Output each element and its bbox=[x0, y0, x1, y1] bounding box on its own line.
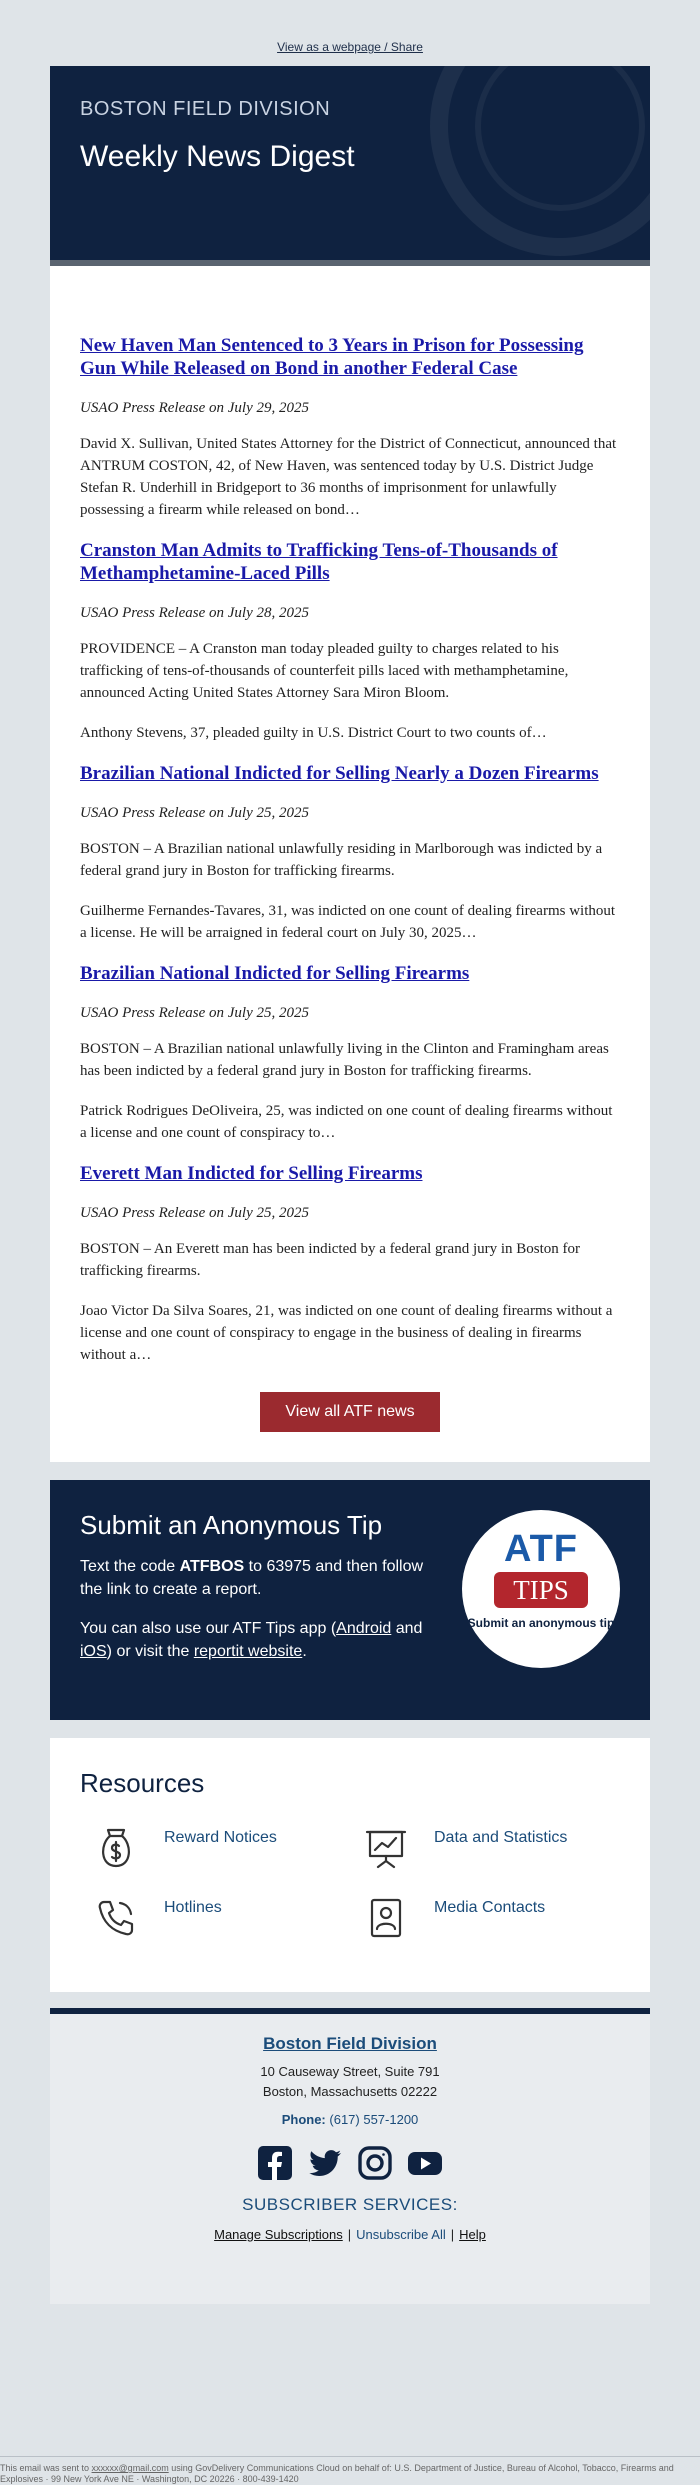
news-article bbox=[80, 962, 620, 1144]
header-kicker: BOSTON FIELD DIVISION bbox=[80, 98, 331, 120]
section-spacer bbox=[50, 1462, 650, 1480]
article-source: USAO Press Release on July 25, 2025 bbox=[80, 805, 309, 821]
news-article bbox=[80, 1162, 620, 1366]
media-contacts-link[interactable]: Media Contacts bbox=[434, 1899, 546, 1916]
header-title: Weekly News Digest bbox=[80, 140, 355, 173]
help-link[interactable]: Help bbox=[459, 2227, 486, 2242]
header-banner bbox=[50, 66, 650, 266]
header-bottom-bar bbox=[50, 260, 650, 266]
instagram-icon[interactable] bbox=[357, 2145, 393, 2181]
social-links bbox=[80, 2145, 620, 2181]
badge-submit-text: Submit an anonymous tip bbox=[467, 1616, 615, 1630]
tip-app-prefix: You can also use our ATF Tips app ( bbox=[80, 1620, 337, 1637]
tip-code: ATFBOS bbox=[179, 1558, 245, 1575]
news-article bbox=[80, 762, 620, 944]
resource-data-statistics bbox=[350, 1825, 620, 1871]
android-app-link[interactable]: Android bbox=[336, 1620, 392, 1637]
presentation-chart-icon bbox=[360, 1825, 412, 1871]
article-paragraph: Patrick Rodrigues DeOliveira, 25, was indicted on one count of dealing firearms without a license and one count of conspiracy to… bbox=[80, 1103, 613, 1141]
footer-section bbox=[50, 2008, 650, 2304]
subscriber-services-heading: SUBSCRIBER SERVICES: bbox=[242, 2195, 458, 2214]
article-paragraph: BOSTON – A Brazilian national unlawfully residing in Marlborough was indicted by a federal grand jury in Boston for trafficking firearms. bbox=[80, 841, 603, 879]
article-paragraph: BOSTON – A Brazilian national unlawfully living in the Clinton and Framingham areas has been indicted by a federal grand jury in Boston for trafficking firearms. bbox=[80, 1041, 609, 1079]
footer-address-line-2: Boston, Massachusetts 02222 bbox=[262, 2084, 438, 2099]
reward-notices-link[interactable]: Reward Notices bbox=[164, 1829, 277, 1846]
article-title bbox=[80, 1162, 620, 1185]
legal-prefix: This email was sent to bbox=[0, 2463, 92, 2473]
badge-atf-text: ATF bbox=[503, 1528, 579, 1570]
tip-text-code bbox=[80, 1555, 440, 1601]
article-title-link[interactable]: Everett Man Indicted for Selling Firearms bbox=[80, 1163, 423, 1184]
tip-text-prefix: Text the code bbox=[80, 1558, 180, 1575]
section-spacer bbox=[50, 1720, 650, 1738]
article-paragraph: PROVIDENCE – A Cranston man today pleaded guilty to charges related to his trafficking of tens-of-thousands of counterfeit pills laced with methamphetamine, announced Acting United States Attorney Sara Miron Bloom. bbox=[80, 641, 569, 701]
recipient-email: xxxxxx@gmail.com bbox=[91, 2463, 169, 2473]
badge-tips-text: TIPS bbox=[494, 1572, 588, 1608]
footer-phone bbox=[80, 2112, 620, 2127]
legal-footer bbox=[0, 2456, 700, 2485]
footer-phone-number: (617) 557-1200 bbox=[329, 2112, 419, 2127]
footer-address-line-1: 10 Causeway Street, Suite 791 bbox=[260, 2064, 440, 2079]
hotlines-link[interactable]: Hotlines bbox=[164, 1899, 222, 1916]
news-article bbox=[80, 539, 620, 744]
manage-subscriptions-link[interactable]: Manage Subscriptions bbox=[214, 2227, 343, 2242]
article-title-link[interactable]: Cranston Man Admits to Trafficking Tens-of-Thousands of Methamphetamine-Laced Pills bbox=[80, 540, 558, 584]
reportit-website-link[interactable]: reportit website bbox=[193, 1643, 303, 1660]
tip-text-suffix: to 63975 and then follow the link to create a report. bbox=[80, 1558, 424, 1598]
article-source: USAO Press Release on July 29, 2025 bbox=[80, 400, 309, 416]
news-article bbox=[80, 334, 620, 521]
article-title-link[interactable]: New Haven Man Sentenced to 3 Years in Prison for Possessing Gun While Released on Bond in another Federal Case bbox=[80, 335, 584, 379]
money-bag-icon bbox=[90, 1825, 142, 1871]
view-all-news-button[interactable]: View all ATF news bbox=[260, 1392, 439, 1432]
atf-tips-badge[interactable] bbox=[462, 1510, 620, 1668]
data-statistics-link[interactable]: Data and Statistics bbox=[434, 1829, 568, 1846]
twitter-icon[interactable] bbox=[307, 2145, 343, 2181]
tip-and: and bbox=[391, 1620, 423, 1637]
article-paragraph: BOSTON – An Everett man has been indicted by a federal grand jury in Boston for trafficking firearms. bbox=[80, 1241, 581, 1279]
article-title bbox=[80, 539, 620, 585]
resource-reward-notices bbox=[80, 1825, 350, 1871]
ios-app-link[interactable]: iOS bbox=[80, 1643, 107, 1660]
phone-icon bbox=[90, 1895, 142, 1941]
view-as-webpage-link[interactable]: View as a webpage / Share bbox=[277, 40, 423, 54]
article-title bbox=[80, 762, 620, 785]
link-separator: | bbox=[347, 2227, 352, 2242]
email-container bbox=[50, 66, 650, 2304]
article-source: USAO Press Release on July 25, 2025 bbox=[80, 1005, 309, 1021]
article-title-link[interactable]: Brazilian National Indicted for Selling Nearly a Dozen Firearms bbox=[80, 763, 599, 784]
legal-text: using GovDelivery Communications Cloud on behalf of: U.S. Department of Justice, Bureau of Alcohol, Tobacco, Firearms and Explosives · 99 New York Ave NE · Washington, DC 20226 · 800-439-1420 bbox=[0, 2463, 674, 2484]
resource-hotlines bbox=[80, 1895, 350, 1941]
article-paragraph: Joao Victor Da Silva Soares, 21, was indicted on one count of dealing firearms without a license and one count of conspiracy to engage in the business of dealing in firearms without a… bbox=[80, 1303, 613, 1363]
tip-app-middle: ) or visit the bbox=[106, 1643, 194, 1660]
resources-title: Resources bbox=[80, 1768, 205, 1798]
article-title bbox=[80, 962, 620, 985]
unsubscribe-all-link[interactable]: Unsubscribe All bbox=[356, 2227, 446, 2242]
footer-division-link[interactable]: Boston Field Division bbox=[263, 2034, 437, 2053]
article-source: USAO Press Release on July 28, 2025 bbox=[80, 605, 309, 621]
article-paragraph: Guilherme Fernandes-Tavares, 31, was indicted on one count of dealing firearms without a license. He will be arraigned in federal court on July 30, 2025… bbox=[80, 903, 616, 941]
resource-media-contacts bbox=[350, 1895, 620, 1941]
tip-text-app bbox=[80, 1617, 440, 1663]
anonymous-tip-section bbox=[50, 1480, 650, 1720]
top-link-bar bbox=[0, 0, 700, 66]
article-title bbox=[80, 334, 620, 380]
tip-title: Submit an Anonymous Tip bbox=[80, 1510, 383, 1540]
contact-badge-icon bbox=[360, 1895, 412, 1941]
youtube-icon[interactable] bbox=[407, 2145, 443, 2181]
tip-app-suffix: . bbox=[302, 1643, 307, 1660]
resources-grid bbox=[80, 1825, 620, 1941]
article-paragraph: David X. Sullivan, United States Attorney for the District of Connecticut, announced that ANTRUM COSTON, 42, of New Haven, was sentenced today by U.S. District Judge Stefan R. Underhill in Bridgeport to 36 months of imprisonment for unlawfully possessing a firearm while released on bond… bbox=[80, 436, 617, 518]
facebook-icon[interactable] bbox=[257, 2145, 293, 2181]
article-paragraph: Anthony Stevens, 37, pleaded guilty in U.S. District Court to two counts of… bbox=[80, 725, 547, 741]
subscriber-links bbox=[80, 2227, 620, 2242]
article-title-link[interactable]: Brazilian National Indicted for Selling Firearms bbox=[80, 963, 470, 984]
news-section bbox=[50, 266, 650, 1462]
view-all-wrapper bbox=[80, 1384, 620, 1432]
resources-section bbox=[50, 1738, 650, 1992]
link-separator: | bbox=[450, 2227, 455, 2242]
footer-phone-label: Phone: bbox=[281, 2112, 326, 2127]
article-source: USAO Press Release on July 25, 2025 bbox=[80, 1205, 309, 1221]
